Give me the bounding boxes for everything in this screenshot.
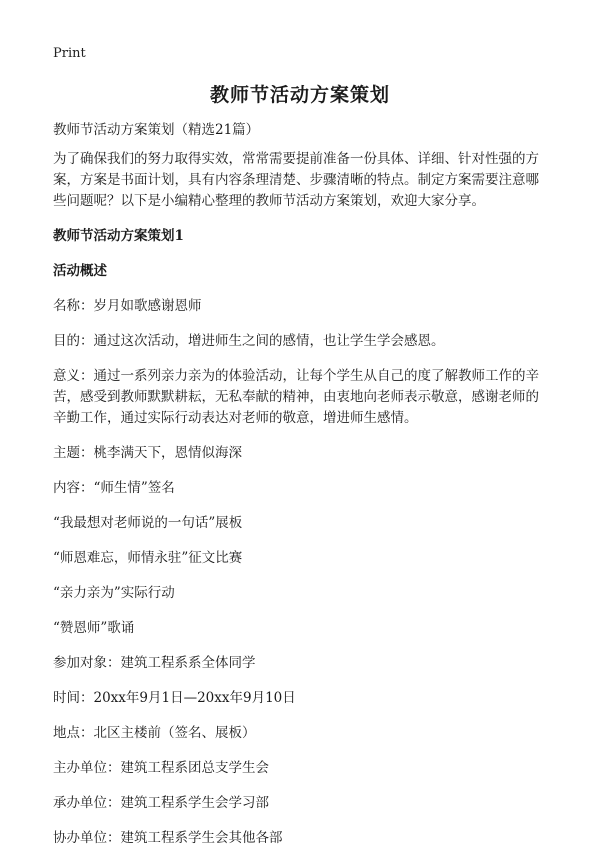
overview-heading: 活动概述 [53, 263, 107, 279]
document-body [53, 120, 548, 863]
item-content-action: “亲力亲为”实际行动 [53, 585, 175, 601]
intro-paragraph: 为了确保我们的努力取得实效，常常需要提前准备一份具体、详细、针对性强的方案，方案是书面计划，具有内容条理清楚、步骤清晰的特点。制定方案需要注意哪些问题呢？以下是小编精心整理的教师节活动方案策划，欢迎大家分享。 [53, 151, 539, 209]
document-subtitle: 教师节活动方案策划（精选21篇） [53, 122, 260, 138]
item-name: 名称：岁月如歌感谢恩师 [53, 298, 202, 314]
item-content: 内容：“师生情”签名 [53, 480, 175, 496]
item-content-board: “我最想对老师说的一句话”展板 [53, 515, 243, 531]
item-theme: 主题：桃李满天下，恩情似海深 [53, 445, 242, 461]
item-co-organizer: 协办单位：建筑工程系学生会其他各部 [53, 830, 283, 846]
section-title: 教师节活动方案策划1 [53, 228, 184, 244]
item-undertaker: 承办单位：建筑工程系学生会学习部 [53, 795, 269, 811]
item-content-song: “赞恩师”歌诵 [53, 620, 135, 636]
print-link[interactable]: Print [53, 46, 86, 61]
item-content-essay: “师恩难忘，师情永驻”征文比赛 [53, 550, 243, 566]
item-time: 时间：20xx年9月1日—20xx年9月10日 [53, 690, 296, 706]
item-location: 地点：北区主楼前（签名、展板） [53, 725, 256, 741]
page-title: 教师节活动方案策划 [209, 84, 390, 106]
item-purpose: 目的：通过这次活动，增进师生之间的感情，也让学生学会感恩。 [53, 333, 445, 349]
item-significance: 意义：通过一系列亲力亲为的体验活动，让每个学生从自己的度了解教师工作的辛苦，感受到教师默默耕耘，无私奉献的精神，由衷地向老师表示敬意，感谢老师的辛勤工作，通过实际行动表达对老师的敬意，增进师生感情。 [53, 368, 539, 426]
item-organizer: 主办单位：建筑工程系团总支学生会 [53, 760, 269, 776]
item-participants: 参加对象：建筑工程系系全体同学 [53, 655, 256, 671]
